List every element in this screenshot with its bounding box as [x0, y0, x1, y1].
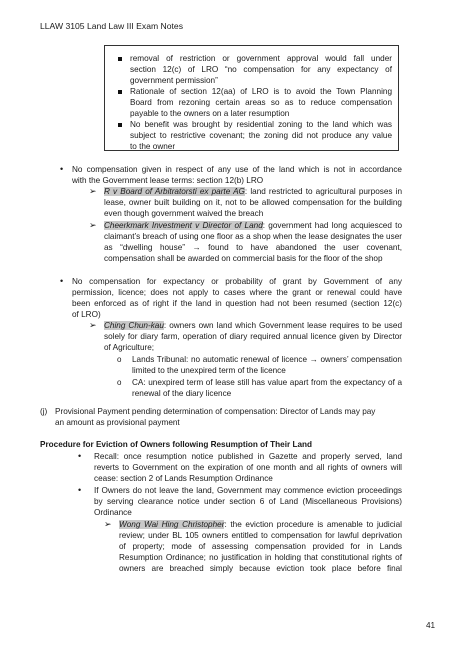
arrow-bullet-icon: ➢ [89, 186, 97, 196]
square-bullet-icon [118, 123, 122, 127]
case-name: Cheerkmark Investment v Director of Land [104, 221, 263, 230]
box-item-3-line: subject to restrictive covenant; the zoning did not produce any value [130, 131, 392, 140]
sub-sub-bullet-line: renewal of the diary licence [132, 389, 232, 398]
sub-bullet-line: Ching Chun-kau: owners own land which Government lease requires to be used [104, 321, 402, 330]
sub-sub-bullet-line: limited to the unexpired term of the licence [132, 366, 286, 375]
list-label: (j) [40, 407, 48, 416]
case-name: Ching Chun-kau [104, 321, 164, 330]
sub-bullet-line: claimant’s breach of using one floor as a shop when the lease designates the user [104, 232, 402, 241]
procedure-bullet-line: by serving clearance notice under section 6 of Land (Miscellaneous Provisions) [94, 497, 402, 506]
bullet-icon: • [78, 451, 82, 461]
box-item-1-line: government permission” [130, 76, 218, 85]
bullet-2-line: No compensation for expectancy or probability of grant by Government of any [72, 277, 402, 286]
box-item-3-line: No benefit was brought by residential zoning to the land which was [130, 120, 392, 129]
procedure-bullet-line: If Owners do not leave the land, Government may commence eviction proceedings [94, 486, 402, 495]
box-item-1-line: section 12(c) of LRO “no compensation for any expectancy of [130, 65, 392, 74]
sub-bullet-line: solely for diary farm, operation of diary required annual licence given by Director [104, 332, 402, 341]
bullet-2-line: permission, licence; does not apply to cases where the grant or renewal could have [72, 288, 402, 297]
bullet-1-line: with the Government lease terms: section 12(b) LRO [72, 176, 264, 185]
section-heading: Procedure for Eviction of Owners following Resumption of Their Land [40, 440, 313, 449]
bullet-icon: • [60, 164, 64, 174]
bullet-2-line: been enforced as of right if the land in question had not been resumed (section 12(c) [72, 299, 402, 308]
sub-bullet-line: Wong Wai Hing Christopher: the eviction procedure is amenable to judicial [119, 520, 402, 529]
arrow-bullet-icon: ➢ [104, 519, 112, 529]
sub-bullet-line: of property; mode of assessing compensation provided for in Lands [119, 542, 402, 551]
case-name: R v Board of Arbitratorsti ex parte AG [104, 187, 245, 196]
o-bullet-icon: o [117, 378, 122, 387]
sub-bullet-line: compensation shall be awarded on commercial basis for the floor of the shop [104, 254, 383, 263]
procedure-bullet-line: reverts to Government on the expiration of one month and all rights of owners will [94, 463, 402, 472]
sub-bullet-line: as “dwelling house” → found to have abandoned the user covenant, [104, 243, 402, 252]
procedure-bullet-line: Recall: once resumption notice published in Gazette and properly served, land [94, 452, 402, 461]
bullet-icon: • [60, 276, 64, 286]
procedure-bullet-line: Ordinance [94, 508, 132, 517]
arrow-bullet-icon: ➢ [89, 320, 97, 330]
item-j-line: Provisional Payment pending determination of compensation: Director of Lands may pay [55, 407, 376, 416]
sub-bullet-line: even though government waived the breach [104, 209, 264, 218]
sub-sub-bullet-line: Lands Tribunal: no automatic renewal of licence → owners’ compensation [132, 355, 402, 364]
box-item-2-line: Board from rezoning certain areas so as to reduce compensation [130, 98, 392, 107]
sub-bullet-line: review; under BL 105 owners entitled to compensation for lawful deprivation [119, 531, 402, 540]
procedure-bullet-line: cease: section 2 of Lands Resumption Ordinance [94, 474, 273, 483]
o-bullet-icon: o [117, 355, 122, 364]
sub-bullet-line: R v Board of Arbitratorsti ex parte AG: land restricted to agricultural purposes in [104, 187, 402, 196]
square-bullet-icon [118, 90, 122, 94]
sub-bullet-line: owners are breached simply because eviction took place before final [119, 564, 402, 573]
bullet-2-line: of LRO) [72, 310, 101, 319]
sub-sub-bullet-line: CA: unexpired term of lease still has value apart from the expectancy of a [132, 378, 402, 387]
bullet-icon: • [78, 485, 82, 495]
box-item-3-line: to the owner [130, 142, 176, 151]
item-j-line: an amount as provisional payment [55, 418, 180, 427]
sub-bullet-line: Resumption Ordinance; no justification in holding that constitutional rights of [119, 553, 402, 562]
box-item-2-line: payable to the owners on a later resumption [130, 109, 290, 118]
sub-bullet-line: Cheerkmark Investment v Director of Land: government had long acquiesced to [104, 221, 402, 230]
page-number: 41 [426, 621, 436, 630]
square-bullet-icon [118, 57, 122, 61]
box-item-1-line: removal of restriction or government approval would fall under [130, 54, 392, 63]
arrow-bullet-icon: ➢ [89, 220, 97, 230]
sub-bullet-line: lease, owner built building on it, not to be allowed compensation for the building [104, 198, 402, 207]
case-name: Wong Wai Hing Christopher [119, 520, 225, 529]
box-item-2-line: Rationale of section 12(aa) of LRO is to avoid the Town Planning [130, 87, 392, 96]
page-header: LLAW 3105 Land Law III Exam Notes [40, 21, 183, 31]
sub-bullet-line: of Agriculture; [104, 343, 155, 352]
bullet-1-line: No compensation given in respect of any use of the land which is not in accordance [72, 165, 402, 174]
